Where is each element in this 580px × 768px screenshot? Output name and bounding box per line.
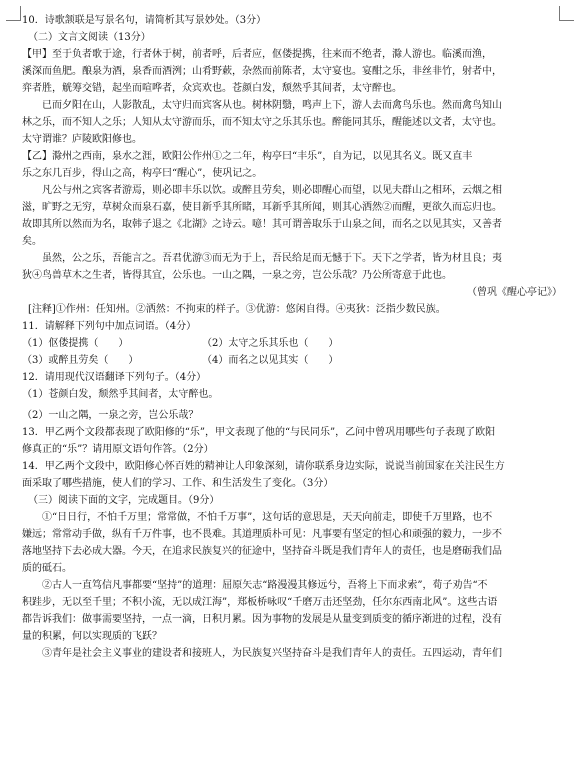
passage-yi-line: 【乙】滁州之西南，泉水之涯，欧阳公作州①之二年，构亭曰“丰乐”，自为记，以见其名义。既又直丰 xyxy=(22,151,473,162)
passage-yi-line: 狄④鸟兽草木之生者，皆得其宜，公乐也。一山之隅，一泉之旁，岂公乐哉？乃公所寄意于此也。 xyxy=(22,270,452,281)
question-11-item: （3）或醉且劳矣（ ） xyxy=(22,355,139,366)
reading-line: 嫌远；常常动手做，纵有千万件事，也不畏难。其道理质朴可见：凡事要有坚定的恒心和顽强的毅力，一步不 xyxy=(22,529,502,540)
question-13-line: 13．甲乙两个文段都表现了欧阳修的“乐”，甲文表现了他的“与民同乐”，乙问中曾巩用哪些句子表现了欧阳 xyxy=(22,427,496,438)
exam-page xyxy=(22,12,562,662)
passage-yi xyxy=(22,148,562,284)
question-11-row xyxy=(22,352,562,369)
reading-line: 积跬步，无以至千里；不积小流，无以成江海”，郑板桥咏叹“千磨万击还坚劲，任尔东西南北风”。这些古语 xyxy=(22,597,498,608)
question-10: 10．诗歌颔联是写景名句，请简析其写景妙处。（3分） xyxy=(22,15,267,26)
reading-passage xyxy=(22,509,562,662)
reading-line: 质的砥石。 xyxy=(22,563,72,574)
question-14-line: 面采取了哪些措施，使人们的学习、工作、和生活发生了变化。（3分） xyxy=(22,478,334,489)
passage-jia-line: 溪深而鱼肥。酿泉为酒，泉香而酒洌；山肴野蔌，杂然而前陈者，太守宴也。宴酣之乐，非丝非竹，射者中， xyxy=(22,66,502,77)
passage-yi-line: 矣。 xyxy=(22,236,42,247)
question-14-line: 14．甲乙两个文段中，欧阳修心怀百姓的精神让人印象深刻，请你联系身边实际，说说当前国家在关注民生方 xyxy=(22,461,505,472)
reading-line: 量的积累，何以实现质的飞跃？ xyxy=(22,631,162,642)
passage-jia-line: 【甲】至于负者歌于途，行者休于树，前者呼，后者应，伛偻提携，往来而不绝者，滁人游也。临溪而渔， xyxy=(22,49,492,60)
section-3-title: （三）阅读下面的文字，完成题目。（9分） xyxy=(28,495,220,506)
question-11-item: （2）太守之乐其乐也（ ） xyxy=(202,338,339,349)
question-11-row xyxy=(22,335,562,352)
passage-yi-line: 滋，旷野之无穷，草树众而泉石嘉，使目新乎其所睹，耳新乎其所闻，则其心洒然②而醒，更欲久而忘归也。 xyxy=(22,202,502,213)
annotation-notes: [注释]①作州：任知州。②洒然：不拘束的样子。③优游：悠闲自得。④夷狄：泛指少数民族。 xyxy=(28,304,446,315)
passage-jia-line: 太守谓谁？庐陵欧阳修也。 xyxy=(22,134,142,145)
passage-jia-line: 林之乐，而不知人之乐；人知从太守游而乐，而不知太守之乐其乐也。醉能同其乐，醒能述以文者，太守也。 xyxy=(22,117,502,128)
passage-yi-line: 故即其所以然而为名，取韩子退之《北湖》之诗云。噫！其可谓善取乐于山泉之间，而名之以见其实，又善者 xyxy=(22,219,502,230)
question-13-line: 修真正的“乐”？请用原文语句作答。（2分） xyxy=(22,444,214,455)
question-12-item: （2）一山之隅，一泉之旁，岂公乐哉？ xyxy=(22,410,199,421)
passage-yi-line: 凡公与州之宾客者游焉，则必即丰乐以饮。或醉且劳矣，则必即醒心而望，以见夫群山之相环，云烟之相 xyxy=(42,185,502,196)
passage-jia xyxy=(22,46,562,148)
question-12-item: （1）苍颜白发，颓然乎其间者，太守醉也。 xyxy=(22,389,219,400)
question-11-item: （4）而名之以见其实（ ） xyxy=(202,355,339,366)
passage-source: （曾巩《醒心亭记》） xyxy=(467,287,562,298)
reading-line: ①“日日行，不怕千万里；常常做，不怕千万事”，这句话的意思是，天天向前走，即使千万里路，也不 xyxy=(42,512,493,523)
reading-line: ②古人一直笃信凡事都要“坚持”的道理：屈原矢志“路漫漫其修远兮，吾将上下而求索”，荀子劝告“不 xyxy=(42,580,488,591)
passage-yi-line: 乐之东几百步，得山之高，构亭曰“醒心”，使巩记之。 xyxy=(22,168,263,179)
reading-line: 都告诉我们：做事需要坚持，一点一滴，日积月累。因为事物的发展是从量变到质变的循序渐进的过程，没有 xyxy=(22,614,502,625)
question-11-item: （1）伛偻提携（ ） xyxy=(22,338,129,349)
reading-line: 落地坚持下去必成大器。今天，在追求民族复兴的征途中，坚持奋斗既是我们青年人的责任，也是磨砺我们品 xyxy=(22,546,502,557)
reading-line: ③青年是社会主义事业的建设者和接班人，为民族复兴坚持奋斗是我们青年人的责任。五四运动，青年们 xyxy=(42,648,502,659)
question-11-stem: 11．请解释下列句中加点词语。（4分） xyxy=(22,321,197,332)
section-2-title: （二）文言文阅读（13分） xyxy=(28,32,151,43)
passage-yi-line: 虽然，公之乐，吾能言之。吾君优游③而无为于上，吾民给足而无憾于下。天下之学者，皆为材且良；夷 xyxy=(42,253,502,264)
corner-mark-left xyxy=(6,6,21,21)
passage-jia-line: 已而夕阳在山，人影散乱，太守归而宾客从也。树林阴翳，鸣声上下，游人去而禽鸟乐也。然而禽鸟知山 xyxy=(42,100,502,111)
passage-jia-line: 弈者胜，觥筹交错，起坐而喧哗者，众宾欢也。苍颜白发，颓然乎其间者，太守醉也。 xyxy=(22,83,402,94)
question-12-stem: 12．请用现代汉语翻译下列句子。（4分） xyxy=(22,372,207,383)
